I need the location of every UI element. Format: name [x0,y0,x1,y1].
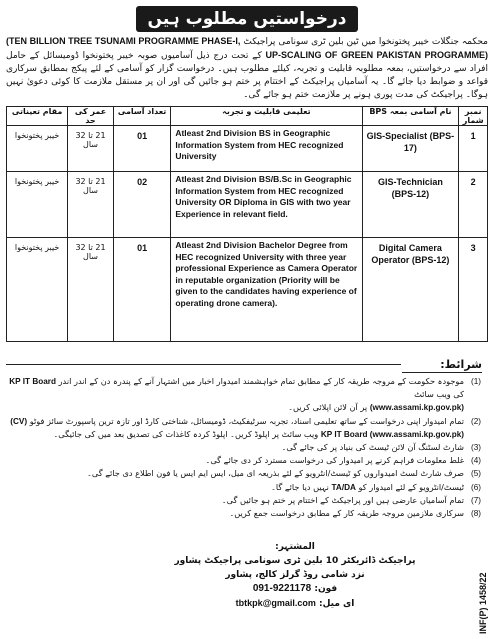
condition-item [6,467,488,480]
email-label: ای میل: [319,599,355,609]
page-title: درخواستیں مطلوب ہیں [136,6,358,32]
condition-number [464,428,488,441]
table-row [7,238,488,342]
table-row [7,126,488,172]
condition-item [6,401,488,414]
condition-link: TA/DA [331,482,356,492]
cell-qualification: Atleast 2nd Division Bachelor Degree from HEC recognized University with three year professional Experience as Camera Operator in reputable organization (Priority will be given to the candidates having experience of operating drone camera). [171,238,362,342]
website-link[interactable]: KP IT Board (www.assami.kp.gov.pk) [320,429,464,439]
col-header-post: نام آسامی بمعہ BPS [362,107,459,126]
col-header-age: عمر کی حد [68,107,114,126]
condition-text-end: کی ویب سائٹ [414,389,464,400]
table-row [7,172,488,238]
condition-number [464,401,488,414]
conditions-title: شرائط: [402,358,482,373]
cell-location: خیبر پختونخوا [7,172,68,238]
condition-number: (6) [470,482,482,492]
cell-post: GIS-Technician (BPS-12) [362,172,459,238]
phone-number[interactable]: 091-9221178 [252,583,312,594]
condition-text: شارٹ لسٹنگ آن لائن ٹیسٹ کی بنیاد پر کی جائے گی۔ [281,442,464,453]
condition-link: (CV) [10,416,28,426]
cell-serial: 2 [459,172,488,238]
email-row [130,596,460,611]
condition-number: (2) [470,416,482,426]
condition-number: (3) [470,443,482,453]
phone-row [130,582,460,596]
intro-text-1: محکمہ جنگلات خیبر پختونخوا میں ٹین بلین ٹری سونامی پراجیکٹ [243,37,488,47]
cell-qualification: Atleast 2nd Division BS/B.Sc in Geographic Information System from HEC recognized University OR Diploma in GIS with two year Experience in relevant field. [171,172,362,238]
cell-count: 01 [113,238,171,342]
col-header-location: مقام تعیناتی [7,107,68,126]
advertiser-line-1: پراجیکٹ ڈائریکٹر 10 بلین ٹری سونامی پراجیکٹ پشاور [174,556,416,566]
intro-paragraph [6,35,488,102]
condition-number: (4) [470,456,482,466]
conditions-divider [6,364,401,365]
cell-age: 21 تا 32 سال [68,126,114,172]
phone-label: فون: [314,584,338,594]
condition-text: ویب سائٹ [281,428,319,439]
cell-serial: 1 [459,126,488,172]
reference-number: INF(P) 1458/22 [478,572,488,634]
condition-item [6,415,488,428]
reference-number-box [476,566,492,636]
website-link[interactable]: (www.assami.kp.gov.pk) [369,403,464,413]
condition-text: ٹیسٹ/انٹرویو کے لئے امیدوار کو [358,481,464,492]
condition-text-end: نہیں دیا جائے گا۔ [271,481,329,492]
email-address[interactable]: tbtkpk@gmail.com [235,598,316,608]
condition-item [6,494,488,507]
contact-block [130,540,460,611]
advertiser-line-2: نزد شامی روڈ گرلز کالج، پشاور [225,570,365,580]
col-header-serial: نمبر شمار [459,107,488,126]
cell-age: 21 تا 32 سال [68,238,114,342]
cell-age: 21 تا 32 سال [68,172,114,238]
intro-text-2: کے تحت درج ذیل آسامیوں صوبہ خیبر پختونخوا ڈومیسائل کے حامل افراد سے درخواستیں، بمعہ مطلوبہ قابلیت و تجربہ، کیلئے مطلوب ہیں۔ درخواست گزار کو آسامی کے لئے پیکج بمطابق سرکاری قواعد و ضوابط دیا جائے گا۔ یہ آسامیاں پراجیکٹ کے اختتام پر ختم ہو جائیں گی اور ان پر مستقل ملازمت کا کوئی دعویٰ نہیں ہوگا۔ پراجیکٹ کی مدت پوری ہونے پر ملازمت ختم ہو جائے گی۔ [6,51,488,100]
condition-number: (8) [470,509,482,519]
condition-text: سرکاری ملازمین مروجہ طریقہ کار کے مطابق درخواست جمع کریں۔ [229,508,464,519]
cell-location: خیبر پختونخوا [7,238,68,342]
advertiser-label: المشتہر: [275,542,315,552]
condition-item [6,375,488,401]
condition-number: (7) [470,495,482,505]
condition-number: (5) [470,469,482,479]
condition-text: صرف شارٹ لسٹ امیدواروں کو ٹیسٹ/انٹرویو کے لئے بذریعہ ای میل، ایس ایم ایس یا فون اطلاع دی جائے گی۔ [87,468,464,479]
cell-count: 02 [113,172,171,238]
cell-count: 01 [113,126,171,172]
condition-item [6,454,488,467]
conditions-list [6,375,488,520]
cell-post: GIS-Specialist (BPS-17) [362,126,459,172]
condition-text: پر آن لائن اپلائی کریں۔ [288,402,368,413]
col-header-qualification: تعلیمی قابلیت و تجربہ [171,107,362,126]
condition-text: تمام آسامیاں عارضی ہیں اور پراجیکٹ کے اختتام پر ختم ہو جائیں گی۔ [221,494,464,505]
condition-item [6,428,488,441]
cell-serial: 3 [459,238,488,342]
condition-item [6,441,488,454]
condition-text: موجودہ حکومت کے مروجہ طریقہ کار کے مطابق تمام خواہشمند امیدوار اخبار میں اشتہار آنے کے پندرہ دن کے اندر اندر [58,376,464,386]
condition-text: غلط معلومات فراہم کرنے پر امیدوار کی درخواست مسترد کر دی جائے گی۔ [205,455,464,466]
cell-location: خیبر پختونخوا [7,126,68,172]
cell-qualification: Atleast 2nd Division BS in Geographic Information System from HEC recognized University [171,126,362,172]
condition-item [6,481,488,494]
cell-post: Digital Camera Operator (BPS-12) [362,238,459,342]
condition-text: تمام امیدوار اپنی درخواست کے ساتھ تعلیمی اسناد، تجربہ سرٹیفکیٹ، ڈومیسائل، شناختی کارڈ اور تازہ ترین پاسپورٹ سائز فوٹو [29,415,464,426]
col-header-count: تعداد آسامی [113,107,171,126]
condition-link: KP IT Board [9,377,56,386]
condition-item [6,507,488,520]
condition-text-end: پر اپلوڈ کریں۔ اپلوڈ کردہ کاغذات کی تصدیق بعد میں کی جائیگی۔ [53,428,280,439]
condition-number: (1) [470,377,482,386]
programme-name-2: GREEN PAKISTAN PROGRAMME) [341,50,488,60]
programme-name: (TEN BILLION TREE TSUNAMI PROGRAMME PHASE-I, UP-SCALING OF [6,36,338,60]
posts-table [6,106,488,342]
table-header-row [7,107,488,126]
